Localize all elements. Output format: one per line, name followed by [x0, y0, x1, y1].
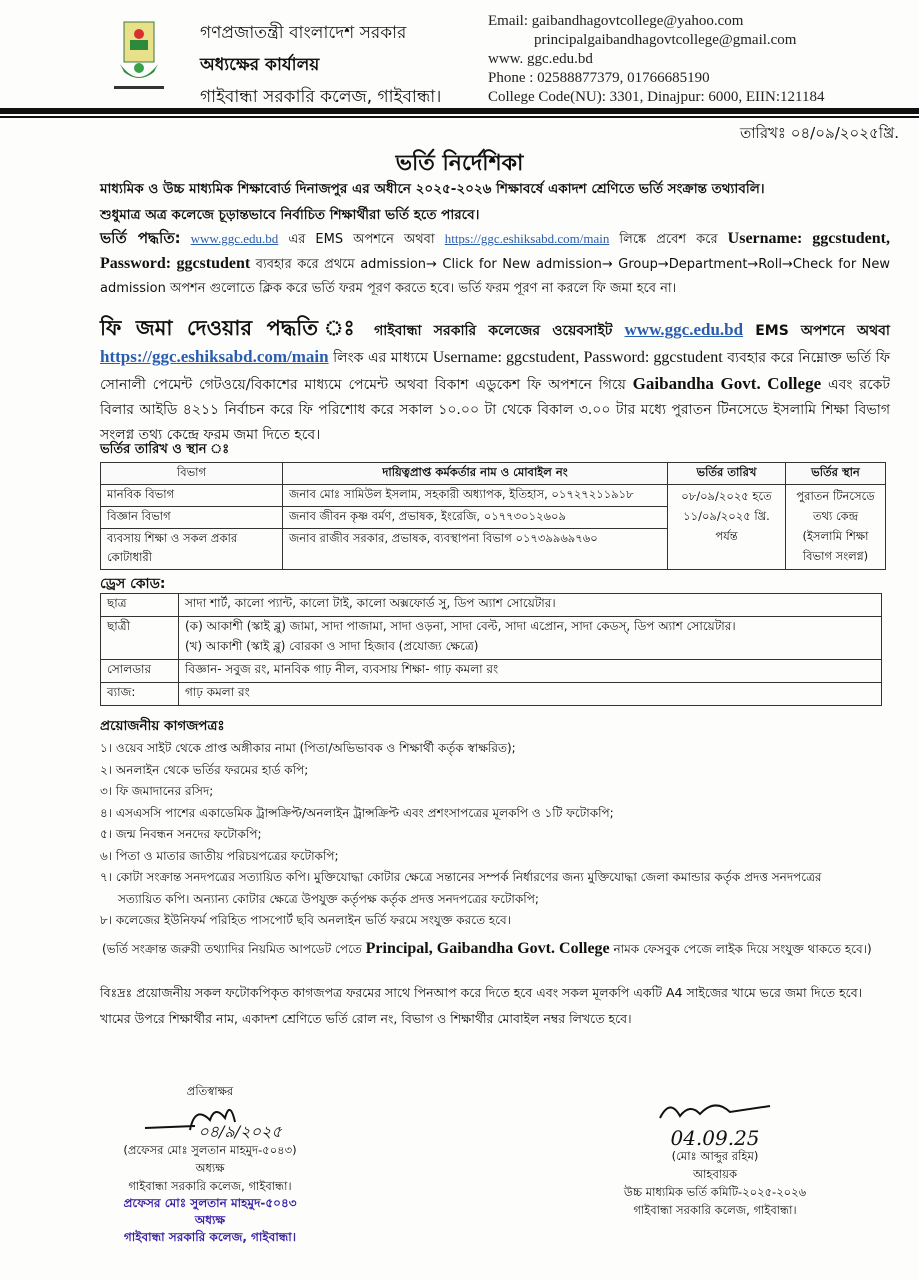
text: (ভর্তি সংক্রান্ত জরুরী তথ্যাদির নিয়মিত আপডেট পেতে: [102, 942, 366, 956]
signer-org: গাইবান্ধা সরকারি কলেজ, গাইবান্ধা।: [128, 1179, 292, 1193]
facebook-page: Principal, Gaibandha Govt. College: [365, 940, 610, 957]
schedule-table: [100, 462, 886, 570]
dept: ব্যবসায় শিক্ষা ও সকল প্রকার কোটাধারী: [101, 529, 283, 570]
table-row: [101, 660, 882, 683]
dress-heading: ড্রেস কোড:: [100, 576, 166, 592]
stamp-line: প্রফেসর মোঃ সুলতান মাহমুদ-৫০৪৩: [123, 1196, 297, 1210]
signature-date: ০৪/৯/২০২৫: [198, 1122, 282, 1141]
admission-label: ভর্তি পদ্ধতি:: [100, 229, 181, 247]
dress-value: গাঢ় কমলা রং: [179, 683, 882, 706]
list-item: ৩। ফি জমাদানের রসিদ;: [100, 784, 214, 798]
signer-role: আহবায়ক: [692, 1167, 737, 1181]
col-header: দায়িত্বপ্রাপ্ত কর্মকর্তার নাম ও মোবাইল নং: [283, 463, 668, 485]
stamp-line: অধ্যক্ষ: [194, 1213, 226, 1227]
table-row: [101, 683, 882, 706]
dress-value: (ক) আকাশী (স্কাই ব্লু) জামা, সাদা পাজামা, সাদা ওড়না, সাদা বেল্ট, সাদা এপ্রোন, সাদা কেডস্‌, ডিপ অ্যাশ সোয়েটার।: [185, 619, 736, 633]
list-item: ৬। পিতা ও মাতার জাতীয় পরিচয়পত্রের ফটোকপি;: [100, 848, 339, 863]
col-header: ভর্তির স্থান: [786, 463, 886, 485]
facebook-note: [102, 938, 872, 960]
dress-value: সাদা শার্ট, কালো প্যান্ট, কালো টাই, কালো অক্সফোর্ড সু, ডিপ অ্যাশ সোয়েটার।: [179, 594, 882, 617]
text: এবং রকেট বিলার আইডি ৪২১১ নির্বাচন করে ফি পরিশোধ করে সকাল ১০.০০ টা থেকে বিকাল ৩.০০ টার মধ্যে পুরাতন টিনসেডে ইসলামি শিক্ষা বিভাগ সংলগ্ন তথ্য কেন্দ্রে ফরম জমা দিতে হবে।: [100, 377, 890, 443]
list-item: ১। ওয়েব সাইট থেকে প্রাপ্ত অঙ্গীকার নামা (পিতা/অভিভাবক ও শিক্ষার্থী কর্তৃক স্বাক্ষরিত);: [100, 741, 516, 755]
website-link[interactable]: www.ggc.edu.bd: [190, 231, 279, 246]
text: EMS অপশনে অথবা: [743, 323, 890, 339]
college-logo: [112, 12, 166, 94]
contact-email: Email: gaibandhagovtcollege@yahoo.com: [488, 13, 744, 29]
col-header: ভর্তির তারিখ: [668, 463, 786, 485]
table-row: [101, 485, 886, 507]
contact-phone: Phone : 02588877379, 01766685190: [488, 70, 710, 86]
text: ব্যবহার করে প্রথমে admission→ Click for New admission→ Group→Department→Roll→Check for New admission অপশন গুলোতে ক্লিক করে ভর্তি ফরম পূরণ করতে হবে। ভর্তি ফরম পূরণ না করলে ফি জমা হবে না।: [100, 257, 891, 296]
list-item: ৫। জন্ম নিবন্ধন সনদের ফটোকপি;: [100, 827, 262, 841]
signature-date: 04.09.25: [670, 1126, 760, 1150]
header-office: অধ্যক্ষের কার্যালয়: [200, 55, 320, 75]
dress-key: ছাত্র: [101, 594, 179, 617]
contact-block: [488, 12, 824, 107]
dress-key: সোলডার: [101, 660, 179, 683]
header-rule: [0, 108, 919, 114]
admission-place: পুরাতন টিনসেডে তথ্য কেন্দ্র (ইসলামি শিক্ষা বিভাগ সংলগ্ন): [786, 485, 886, 570]
contact-email-2: principalgaibandhagovtcollege@gmail.com: [534, 32, 797, 48]
intro: [100, 176, 890, 228]
list-item: ২। অনলাইন থেকে ভর্তির ফরমের হার্ড কপি;: [100, 762, 309, 777]
contact-web: www. ggc.edu.bd: [488, 51, 593, 67]
admission-dates: ০৮/০৯/২০২৫ হতে ১১/০৯/২০২৫ খ্রি. পর্যন্ত: [668, 485, 786, 570]
ems-link[interactable]: https://ggc.eshiksabd.com/main: [100, 347, 329, 366]
text: নামক ফেসবুক পেজে লাইক দিয়ে সংযুক্ত থাকতে হবে।): [609, 942, 872, 956]
officer: জনাব রাজীব সরকার, প্রভাষক, ব্যবস্থাপনা বিভাগ ০১৭৩৯৯৬৯৭৬০: [283, 529, 668, 570]
fee-label: ফি জমা দেওয়ার পদ্ধতি ঃ: [100, 316, 362, 340]
list-item: ৭। কোটা সংক্রান্ত সনদপত্রের সত্যায়িত কপি। মুক্তিযোদ্ধা কোটার ক্ষেত্রে সন্তানের সম্পর্ক নির্ধারণের জন্য মুক্তিযোদ্ধা জেলা কমান্ডার কর্তৃক প্রদত্ত সনদপত্রের সত্যায়িত কপি। অন্যান্য কোটার ক্ষেত্রে উপযুক্ত কর্তৃপক্ষ কর্তৃক প্রদত্ত সনদপত্রের ফটোকপি;: [100, 870, 822, 906]
dress-value: বিজ্ঞান- সবুজ রং, মানবিক গাঢ় নীল, ব্যবসায় শিক্ষা- গাঢ় কমলা রং: [179, 660, 882, 683]
signature-left: [110, 1082, 310, 1246]
dress-key: ছাত্রী: [101, 617, 179, 660]
col-header: বিভাগ: [101, 463, 283, 485]
schedule-heading: ভর্তির তারিখ ও স্থান ঃ: [100, 442, 230, 457]
header-govt: গণপ্রজাতন্ত্রী বাংলাদেশ সরকার: [200, 23, 407, 43]
contact-code: College Code(NU): 3301, Dinajpur: 6000, EIIN:121184: [488, 89, 825, 105]
nb-note: বিঃদ্রঃ প্রয়োজনীয় সকল ফটোকপিকৃত কাগজপত্র ফরমের সাথে পিনআপ করে দিতে হবে এবং সকল মূলকপি একটি A4 সাইজের খামে ভরে জমা দিতে হবে। খামের উপরে শিক্ষার্থীর নাম, একাদশ শ্রেণিতে ভর্তি রোল নং, বিভাগ ও শিক্ষার্থীর মোবাইল নম্বর লিখতে হবে।: [100, 985, 863, 1026]
admission-method: [100, 226, 890, 301]
list-item: ৪। এসএসসি পাশের একাডেমিক ট্রান্সক্রিপ্ট/অনলাইন ট্রান্সক্রিপ্ট এবং প্রশংসাপত্রের মূলকপি ও ১টি ফটোকপি;: [100, 805, 614, 820]
text: গাইবান্ধা সরকারি কলেজের ওয়েবসাইট: [361, 323, 625, 339]
dress-table: [100, 593, 882, 706]
page-title: ভর্তি নির্দেশিকা: [395, 151, 524, 176]
credentials: Username: ggcstudent, Password: ggcstudent: [100, 230, 890, 272]
text: ব্যবহার করে নিম্নোক্ত ভর্তি ফি সোনালী পেমেন্ট গেটওয়ে/বিকাশের মাধ্যমে পেমেন্ট অথবা বিকাশ এডুকেশ ফি অপশনে গিয়ে: [100, 350, 890, 393]
table-row: [101, 617, 882, 660]
header-rule-thin: [0, 116, 919, 118]
header-college: গাইবান্ধা সরকারি কলেজ, গাইবান্ধা।: [200, 87, 442, 107]
intro-line: শুধুমাত্র অত্র কলেজে চূড়ান্তভাবে নির্বাচিত শিক্ষার্থীরা ভর্তি হতে পারবে।: [100, 207, 480, 223]
dress-key: ব্যাজ:: [101, 683, 179, 706]
officer: জনাব মোঃ সামিউল ইসলাম, সহকারী অধ্যাপক, ইতিহাস, ০১৭২৭২১১৯১৮: [283, 485, 668, 507]
college-name: Gaibandha Govt. College: [632, 374, 822, 393]
signature-mark: [640, 1098, 790, 1128]
signer-committee: উচ্চ মাধ্যমিক ভর্তি কমিটি-২০২৫-২০২৬: [623, 1185, 807, 1199]
signer-role: অধ্যক্ষ: [195, 1161, 225, 1175]
signature-right: [600, 1098, 830, 1219]
ems-link[interactable]: https://ggc.eshiksabd.com/main: [444, 231, 610, 246]
signer-name: (মোঃ আব্দুর রহিম): [671, 1149, 759, 1163]
dept: বিজ্ঞান বিভাগ: [101, 507, 283, 529]
dept: মানবিক বিভাগ: [101, 485, 283, 507]
signer-name: (প্রফেসর মোঃ সুলতান মাহমুদ-৫০৪৩): [123, 1143, 297, 1157]
credentials: Username: ggcstudent, Password: ggcstudent: [432, 349, 723, 366]
docs-heading: প্রয়োজনীয় কাগজপত্রঃ: [100, 718, 225, 734]
seal-stamp: [110, 1195, 310, 1246]
text: লিঙ্কে প্রবেশ করে: [609, 232, 728, 247]
dress-value: (খ) আকাশী (স্কাই ব্লু) বোরকা ও সাদা হিজাব (প্রযোজ্য ক্ষেত্রে): [185, 639, 479, 653]
text: এর EMS অপশনে অথবা: [278, 232, 445, 247]
list-item: ৮। কলেজের ইউনিফর্ম পরিহিত পাসপোর্ট ছবি অনলাইন ভর্তি ফরমে সংযুক্ত করতে হবে।: [100, 913, 512, 927]
fee-method: [100, 316, 890, 448]
intro-line: মাধ্যমিক ও উচ্চ মাধ্যমিক শিক্ষাবোর্ড দিনাজপুর এর অধীনে ২০২৫-২০২৬ শিক্ষাবর্ষে একাদশ শ্রেণিতে ভর্তি সংক্রান্ত তথ্যাবলি।: [100, 181, 765, 197]
docs-list: [100, 738, 860, 932]
signer-org: গাইবান্ধা সরকারি কলেজ, গাইবান্ধা।: [633, 1203, 797, 1217]
countersign-label: প্রতিস্বাক্ষর: [186, 1084, 234, 1098]
doc-date: তারিখঃ ০৪/০৯/২০২৫খ্রি.: [739, 124, 899, 142]
text: লিংক এর মাধ্যমে: [328, 350, 433, 366]
table-row: [101, 594, 882, 617]
website-link[interactable]: www.ggc.edu.bd: [624, 320, 744, 339]
stamp-line: গাইবান্ধা সরকারি কলেজ, গাইবান্ধা।: [123, 1230, 297, 1244]
officer: জনাব জীবন কৃষ্ণ বর্মণ, প্রভাষক, ইংরেজি, ০১৭৭৩০১২৬০৯: [283, 507, 668, 529]
